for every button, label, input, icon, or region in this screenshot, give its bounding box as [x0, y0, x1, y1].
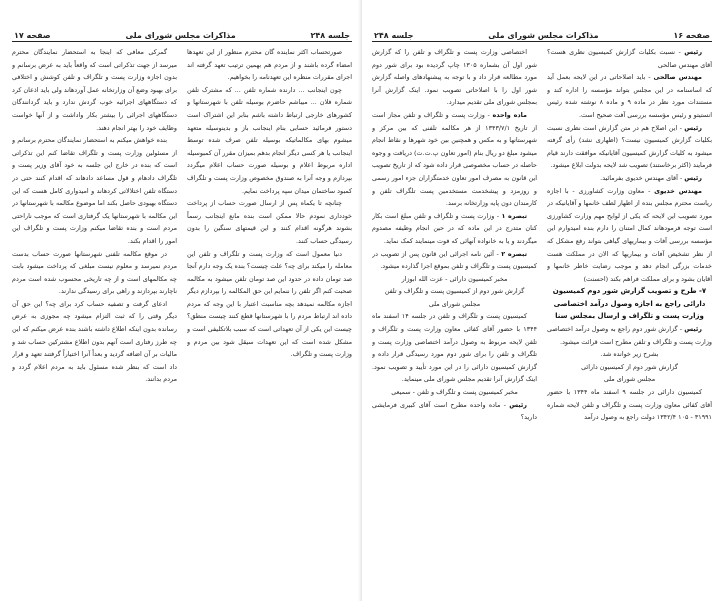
left-page-left-column — [12, 46, 177, 591]
speaker-paragraph: رئیس - آقای مهندس خدیوی بفرمائید. — [600, 173, 702, 182]
body-paragraph: ادعای گرفت و تصفیه حساب کرد برای چه؟ این حق آن دیگر وقتی را که ثبت التزام میشود چه مجوزی به عرض رسانده بدون اینکه اطلاع داشته باشند بنده عرض میکنم که این چه طرز رفتاری است آنهم بدون اطلاع مشترکین حساب شد و مالیات بر آن اضافه گردید و بعداً آنرا اختیاراً گرفتند تعهد و قرار داد است که بنظر شده مسئول باید به مردم اعلام گردد و مردم بدانند. — [12, 299, 177, 384]
paragraph-text: ماده واحده مطرح است آقای کبیری فرمایشی دارید؟ — [372, 400, 537, 422]
article-paragraph: ماده واحده - وزارت پست و تلگراف و تلفن مجاز است از تاریخ ۱۳۴۳/۷/۱ از هر مکالمه تلفنی که بین مرکز و شهرستانها و به مکس و همچنین بین خود شهرها و نقاط انجام میشود مبلغ دو ریال بنام (امور تعاون پ.ت.ت) دریافت و وجوه حاصله در حساب مخصوصی قرار داده شود که از تاریخ تصویب این قانون به مصرف امور تعاون خدمتگزاران جزء امور رسمی و روزمزد و پیشخدمت مستخدمین پست تلگراف تلفن و کارمندان دون پایه وزارتخانه برسد. — [372, 110, 537, 208]
speaker-paragraph: رئیس - نسبت بکلیات گزارش کمیسیون نظری هست؟ آقای مهندس صالحی — [547, 48, 712, 69]
centered-line: مخبر کمیسیون پست و تلگراف و تلفن - سمیعی — [391, 388, 518, 397]
left-page-columns — [12, 46, 352, 591]
centered-line: مجلس شورای ملی — [603, 375, 656, 384]
speaker-name: مهندس صالحی — [653, 73, 702, 82]
body-paragraph: صورتحساب اکثر نماینده گان محترم منظور از این تعهدها امضاء گرده باشند و از مردم هم بهمین ترتیب تعهد گرفته اند اجرای مقررات منظره این تعهدنامه را بخواهیم. — [187, 48, 352, 82]
speaker-name: رئیس — [684, 173, 702, 182]
left-page-number: صفحه ۱۷ — [14, 31, 51, 40]
speaker-paragraph: مهندس صالحی - باید اصلاحاتی در این لایحه بعمل آید که اساسنامه در این مجلس بتواند مؤسسه را اداره کند و مستندات مورد نظر در ماده ۹ و ماده ۸ نوشته شده رئیس انستیتو و رئیس مؤسسه بررسی آفت صحیح است. — [547, 73, 712, 119]
speaker-name: رئیس — [684, 48, 703, 56]
article-label: تبصره ۲ — [501, 249, 527, 258]
left-page-header-rule — [12, 41, 352, 42]
left-page-session-number: جلسه ۲۴۸ — [310, 31, 350, 40]
body-paragraph: اختصاصی وزارت پست و تلگراف و تلفن را که گزارش شور اول آن بشماره ۱۳۰۵ چاپ گردیده بود برای شور دوم مورد مطالعه قرار داد و با توجه به پیشنهادهای واصله گزارش شور اول را با اصلاحاتی تصویب نمود. اینک گزارش آنرا بمجلس شورای ملی تقدیم میدارد. — [372, 48, 537, 107]
paragraph-text: آئین نامه اجرائی این قانون پس از تصویب در کمیسیون پست و تلگراف و تلفن بموقع اجرا گذارده میشود. — [372, 249, 537, 271]
speaker-paragraph: رئیس - این اصلاح هم در متن گزارش است نظری نسبت بکلیات گزارش کمیسیون نیست؟ (اظهاری نشد) رأی گرفته میشود به کلیات گزارش کمیسیون آقایانیکه موافقت دارند قیام فرمایند (اکثر برخاستند) تصویب شد لایحه بدولت ابلاغ میشود. — [547, 123, 712, 170]
right-page-session-number: جلسه ۲۴۸ — [374, 31, 414, 40]
centered-line: گزارش شور دوم از کمیسیون پست و تلگراف و تلفن — [384, 287, 525, 296]
left-page-right-column — [187, 46, 352, 591]
article-label: ماده واحده — [492, 110, 528, 119]
article-paragraph: تبصره ۲ - آئین نامه اجرائی این قانون پس از تصویب در کمیسیون پست و تلگراف و تلفن بموقع اجرا گذارده میشود. — [372, 249, 537, 271]
speaker-paragraph: رئیس - ماده واحده مطرح است آقای کبیری فرمایشی دارید؟ — [372, 400, 537, 422]
paragraph-text: معاون وزارت کشاورزی - با اجازه ریاست محترم مجلس بنده از اظهار لطف خانمها و آقایانیکه در مورد تصویب این لایحه که یکی از لوایح مهم وزارت کشاورزی است توجه فرمودهاند کمال امتنان را دارم بنده امیدوارم این مؤسسه بررسی آفات و بیماریهای گیاهی بتواند رفع مشکل که از نظر تشخیص آفات و بیماریها که الان در مملکت هست خدمات بزرگی انجام دهد و موجب رضایت خاطر خانمها و آقایان بشود و برای مملکت فراهم بکند (احسنت) — [547, 186, 712, 283]
body-paragraph: دنیا معمول است که وزارت پست و تلگراف و تلفن این معامله را میکند برای چه؟ علت چیست؟ بنده یک وجه دارم آنجا صد تومان داده در حدود این صد تومان تلفن میشود به مکالمه صحبت کنم اگر تلفن را ننمایم این حق المکالمه را بپردازم دیگر اجازه مکالمه نمیدهد بچه مناسبت اعتبار با این وجه که مردم داده اند ارتباط مردم را با شهرستانها قطع کنند چیست منطق؟ چیست این یکی از آن تعهداتی است که سبب بلاتکلیفی است و مشکل شده است که این تعهدات سیقل شود بین مردم و وزارت پست و تلگراف. — [187, 249, 352, 359]
body-paragraph: کمیسیون دارائی در جلسه ۹ اسفند ماه ۱۳۴۴ با حضور آقای کفائی معاون وزارت پست و تلگراف و تلفن لایحه شماره ۳۱۹۹۱ - ۱۰۵ ۱۳۴۲/۴ دولت راجع به وصول درآمد — [547, 388, 712, 422]
centered-line: مخبر کمیسیون دارائی - عزت الله ابوزار — [401, 274, 508, 283]
article-label: تبصره ۱ — [501, 211, 528, 220]
speaker-name: رئیس — [684, 325, 702, 334]
left-page-header — [14, 28, 350, 40]
paragraph-text: وزارت پست و تلگراف و تلفن مجاز است از تاریخ ۱۳۴۳/۷/۱ از هر مکالمه تلفنی که بین مرکز و شهرستانها و به مکس و همچنین بین خود شهرها و نقاط انجام میشود مبلغ دو ریال بنام (امور تعاون پ.ت.ت) دریافت و وجوه حاصله در حساب مخصوصی قرار داده شود که از تاریخ تصویب این قانون به مصرف امور تعاون خدمتگزاران جزء امور رسمی و روزمزد و پیشخدمت مستخدمین پست تلگراف تلفن و کارمندان دون پایه وزارتخانه برسد. — [372, 110, 537, 208]
body-paragraph: کمیسیون پست و تلگراف و تلفن در جلسه ۱۴ اسفند ماه ۱۳۴۴ با حضور آقای کفائی معاون وزارت پست و تلگراف و تلفن لایحه مربوط به وصول درآمد اختصاصی وزارت پست و تلگراف و تلفن را برای شور دوم مورد رسیدگی قرار داده و گزارش کمیسیون دارائی را در این مورد تأیید و تصویب نمود. اینک گزارش آنرا تقدیم مجلس شورای ملی مینماید. — [372, 312, 537, 384]
left-page-running-title: مذاکرات مجلس شورای ملی — [125, 31, 236, 40]
speaker-name: رئیس — [684, 123, 702, 132]
body-paragraph: گمرکی معافی که اینجا به استحضار نمایندگان محترم میرسد از جهت تذکراتی است که واقعاً باید به عرض برسانم و بدون اجازه وزارت پست و تلگراف و تلفن کوشش و اختلافی برای بهبود وضع آن وزارتخانه عمل آوردهاند ولی باید اذعان کرد که دستگاههای اجرائیه خوب گردش ندارد و باید گردانندگان دستگاههای اجرائی را بیشتر بکار واداشت و از آنها خواست وظایف خود را بهتر انجام دهند. — [12, 48, 177, 132]
speaker-name: رئیس — [509, 400, 527, 409]
paragraph-text: این اصلاح هم در متن گزارش است نظری نسبت بکلیات گزارش کمیسیون نیست؟ (اظهاری نشد) رأی گرفته میشود به کلیات گزارش کمیسیون آقایانیکه موافقت دارند قیام فرمایند (اکثر برخاستند) تصویب شد لایحه بدولت ابلاغ میشود. — [547, 123, 712, 170]
right-page-columns — [372, 46, 712, 591]
body-paragraph: بنده خواهش میکنم به استحضار نمایندگان محترم برسانم و از مسئولین وزارت پست و تلگراف تقاضا کنم این تذکراتی است که بنده در خارج این جلسه به خود آقای وزیر پست و تلگراف دادهام و قول مساعد دادهاند که اقدام کنند حتی در دستگاه تلفن اختلالاتی کردهاند و امیدواری کامل هست که این دستگاه بهبودی حاصل بکند اما موضوع مکالمه با شهرستانها در این مکالمه با شهرستانها یک گرفتاری است که موجب ناراحتی مردم است و بنده تقاضا میکنم وزارت پست و تلگراف این امور را اقدام بکند. — [12, 136, 177, 245]
paragraph-text: باید اصلاحاتی در این لایحه بعمل آید که اساسنامه در این مجلس بتواند مؤسسه را اداره کند و مستندات مورد نظر در ماده ۹ و ماده ۸ نوشته شده رئیس انستیتو و رئیس مؤسسه بررسی آفت صحیح است. — [547, 73, 712, 119]
centered-line: بشرح زیر خوانده شد. — [600, 350, 659, 359]
centered-line: مجلس شورای ملی — [428, 299, 481, 308]
body-paragraph: چنانچه تا یکماه پس از ارسال صورت حساب از پرداخت خودداری نمودم حالا ممکن است بنده مانع اینجانب رسماً بشوند هرگونه اقدام کنند و این قیمتهای سنگین را بدون رسیدگی حساب کنند. — [187, 199, 352, 245]
speaker-paragraph: رئیس - گزارش شور دوم راجع به وصول درآمد اختصاصی وزارت پست و تلگراف و تلفن مطرح است قرائت میشود. — [547, 325, 712, 346]
right-page — [362, 0, 724, 601]
article-paragraph: تبصره ۱ - وزارت پست و تلگراف و تلفن مبلغ است بکار کنان متدرج در این ماده که در حین انجام وظیفه مصدوم میگردند و یا به خانواده آنهائی که فوت مینمایند کمک نماید. — [372, 211, 537, 245]
right-page-header — [374, 28, 710, 40]
paragraph-text: آقای مهندس خدیوی بفرمائید. — [600, 173, 678, 182]
right-page-number: صفحه ۱۶ — [673, 31, 710, 40]
speaker-name: مهندس خدیوی — [654, 186, 702, 195]
body-paragraph: چون اینجانب ... دارنده شماره تلفن ... که مشترک تلفن شماره فلان ... میباشم حاضرم بوسیله تلفن با شهرستانها و کشورهای خارجی ارتباط داشته باشم بنابر این اشتراک است دستور فرمائید حسابی بنام اینجانب باز و بدینوسیله متعهد میشوم بهای مکالماتیکه بوسیله تلفن صرف شده توسط اینجانب یا هر کسی دیگر انجام بدهم بمیزان مقرر آن کمبوسیله اداره مربوط اعلام و بوسیله صورت حساب اعلام میگردد بپردازم و وجه آنرا به صندوق مخصوص وزارت پست و تلگراف کمبود ساختمان میدان سپه پرداخت نمایم. — [187, 85, 352, 195]
paragraph-text: نسبت بکلیات گزارش کمیسیون نظری هست؟ آقای مهندس صالحی — [547, 48, 712, 69]
right-page-right-column — [547, 46, 712, 591]
body-paragraph: در موقع مکالمه تلفنی شهرستانها صورت حساب بدست مردم نمیرسد و معلوم نیست مبلغی که پرداخت میشود بابت چه مکالمهای است و از چه تاریخی محسوب شده است مردم ناچارند بپردازند و راهی برای رسیدگی ندارند. — [12, 249, 177, 296]
paragraph-text: وزارت پست و تلگراف و تلفن مبلغ است بکار کنان متدرج در این ماده که در حین انجام وظیفه مصدوم میگردند و یا به خانواده آنهائی که فوت مینمایند کمک نماید. — [372, 211, 537, 245]
centered-line: گزارش شور دوم از کمیسیون دارائی — [581, 362, 678, 371]
right-page-running-title: مذاکرات مجلس شورای ملی — [488, 31, 599, 40]
right-page-header-rule — [372, 41, 712, 42]
right-page-left-column — [372, 46, 537, 591]
speaker-paragraph: مهندس خدیوی - معاون وزارت کشاورزی - با اجازه ریاست محترم مجلس بنده از اظهار لطف خانمها و آقایانیکه در مورد تصویب این لایحه که یکی از لوایح مهم وزارت کشاورزی است توجه فرمودهاند کمال امتنان را دارم بنده امیدوارم این مؤسسه بررسی آفات و بیماریهای گیاهی بتواند رفع مشکل که از نظر تشخیص آفات و بیماریها که الان در مملکت هست خدمات بزرگی انجام دهد و موجب رضایت خاطر خانمها و آقایان بشود و برای مملکت فراهم بکند (احسنت) — [547, 186, 712, 283]
section-heading: ۷- طرح و تصویب گزارش شور دوم کمیسیون دارائی راجع به اجازه وصول درآمد اختصاصی وزارت پست و تلگراف و ارسال بمجلس سنا — [552, 287, 707, 321]
paragraph-text: گزارش شور دوم راجع به وصول درآمد اختصاصی وزارت پست و تلگراف و تلفن مطرح است قرائت میشود. — [547, 325, 712, 346]
